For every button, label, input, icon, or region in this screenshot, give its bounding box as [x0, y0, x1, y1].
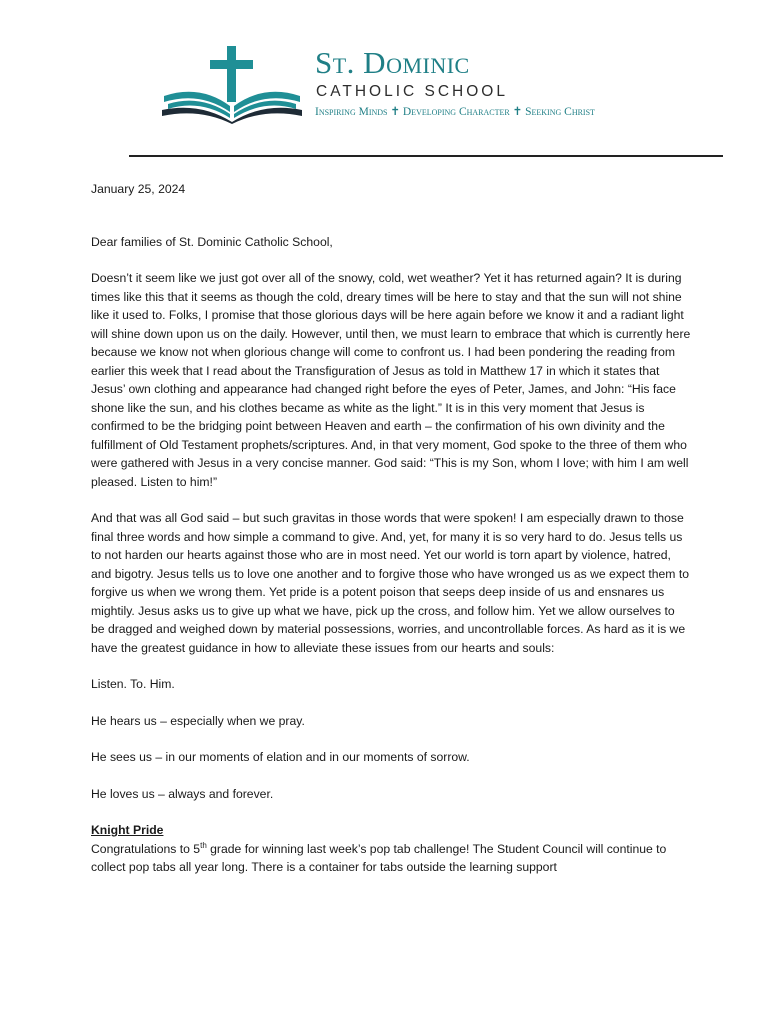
section-text-sup: th — [200, 840, 207, 850]
section-text-end: grade for winning last week’s pop tab challenge! The Student Council will continue to collect pop tabs all year long. There is a container for tabs outside the learning support — [91, 841, 667, 874]
school-name: St. Dominic — [315, 45, 470, 80]
line-hears: He hears us – especially when we pray. — [91, 713, 305, 728]
school-logo — [160, 44, 310, 124]
section-text-start: Congratulations to 5 — [91, 841, 201, 856]
section-heading: Knight Pride — [91, 823, 164, 837]
paragraph-2: And that was all God said – but such gravitas in those words that were spoken! I am especially drawn to those final three words and how simple a command to give. And, yet, for many it is so very hard to do. Jesus tells us to not harden our hearts against those who are in most need. Yet our world is torn apart by violence, hatred, and bigotry. Jesus tells us to love one another and to forgive those who have wronged us as we expect them to forgive us when we wrong them. Yet pride is a potent poison that seeps deep inside of us and ensnares us mightily. Jesus asks us to give up what we have, pick up the cross, and follow him. Yet we allow ourselves to be dragged and weighed down by material possessions, worries, and uncontrollable forces. As hard as it is we have the greatest guidance in how to alleviate these issues from our hearts and souls: — [91, 511, 689, 655]
line-listen: Listen. To. Him. — [91, 677, 175, 691]
school-tagline: Inspiring Minds ✝ Developing Character ✝ Seeking Christ — [315, 106, 595, 118]
school-subtitle: CATHOLIC SCHOOL — [316, 83, 508, 100]
header-divider — [129, 155, 723, 157]
letter-date: January 25, 2024 — [91, 182, 186, 196]
line-loves: He loves us – always and forever. — [91, 786, 274, 801]
paragraph-1: Doesn’t it seem like we just got over all of the snowy, cold, wet weather? Yet it has returned again? It is during times like this that it seems as though the cold, dreary times will be here to stay and that the sun will not shine like it used to. Folks, I promise that those glorious days will be here again before we know it and a radiant light will shine down upon us on the daily. However, until then, we must learn to embrace that which is currently here because we know not when glorious change will come to confront us. I had been pondering the reading from earlier this week that I read about the Transfiguration of Jesus as told in Matthew 17 in which it states that Jesus’ own clothing and appearance had changed right before the eyes of Peter, James, and John: “His face shone like the sun, and his clothes became as white as the light.” It is in this very moment that Jesus is confirmed to be the bridging point between Heaven and earth – the confirmation of his own divinity and the fulfillment of Old Testament prophets/scriptures. And, in that very moment, God spoke to the three of them who were gathered with Jesus in a very concise manner. God said: “This is my Son, whom I love; with him I am well pleased. Listen to him!” — [91, 271, 691, 489]
line-sees: He sees us – in our moments of elation and in our moments of sorrow. — [91, 750, 470, 764]
salutation: Dear families of St. Dominic Catholic School, — [91, 234, 333, 249]
letter-body — [91, 180, 691, 877]
section-text — [91, 840, 691, 877]
cross-over-open-book-icon — [160, 44, 310, 124]
